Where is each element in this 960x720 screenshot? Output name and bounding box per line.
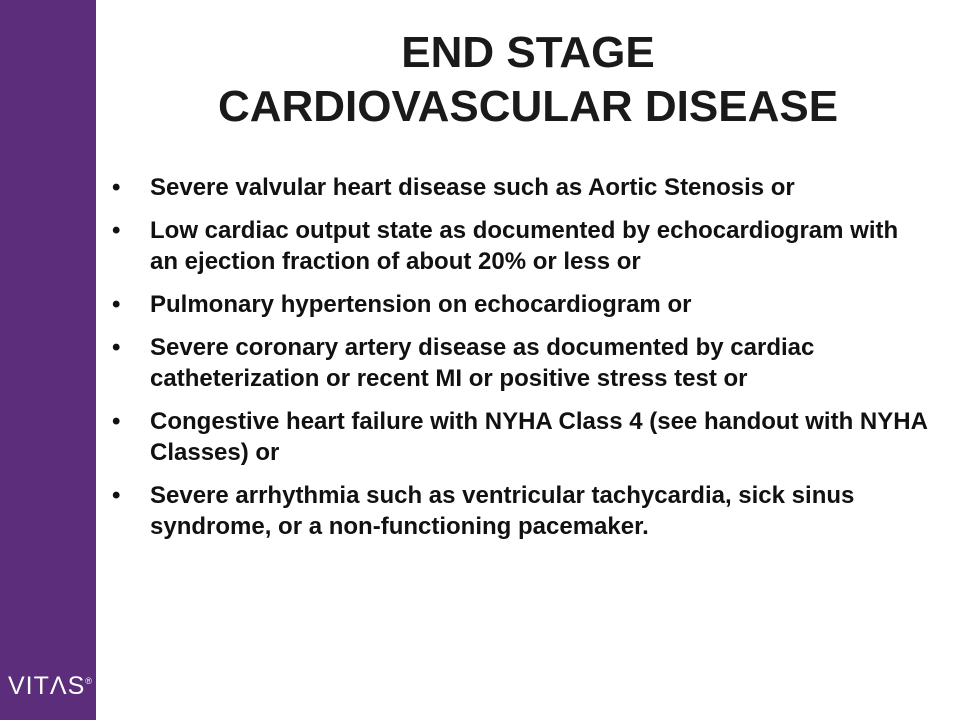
bullet-dot-icon: • (112, 482, 121, 509)
title-line-1: END STAGE (401, 28, 655, 77)
bullet-text: Severe arrhythmia such as ventricular tachycardia, sick sinus syndrome, or a non-functioning pacemaker. (150, 482, 855, 540)
bullet-dot-icon: • (112, 217, 121, 244)
bullet-item (112, 172, 932, 203)
bullet-text: Low cardiac output state as documented by echocardiogram with an ejection fraction of about 20% or less or (150, 217, 899, 275)
logo-text: VITΛS (8, 672, 86, 700)
bullet-dot-icon: • (112, 291, 121, 318)
vitas-logo (8, 672, 92, 701)
slide-title (96, 26, 960, 134)
title-line-2: CARDIOVASCULAR DISEASE (217, 82, 839, 131)
bullet-list (112, 172, 932, 554)
bullet-text: Pulmonary hypertension on echocardiogram or (150, 291, 692, 318)
bullet-dot-icon: • (112, 174, 121, 201)
bullet-item (112, 406, 932, 468)
brand-sidebar (0, 0, 96, 720)
bullet-item (112, 332, 932, 394)
bullet-text: Severe valvular heart disease such as Aortic Stenosis or (150, 174, 795, 201)
bullet-item (112, 480, 932, 542)
bullet-dot-icon: • (112, 334, 121, 361)
registered-mark: ® (85, 676, 92, 686)
bullet-dot-icon: • (112, 408, 121, 435)
bullet-text: Congestive heart failure with NYHA Class 4 (see handout with NYHA Classes) or (150, 408, 928, 466)
bullet-item (112, 215, 932, 277)
bullet-text: Severe coronary artery disease as documented by cardiac catheterization or recent MI or positive stress test or (150, 334, 815, 392)
bullet-item (112, 289, 932, 320)
